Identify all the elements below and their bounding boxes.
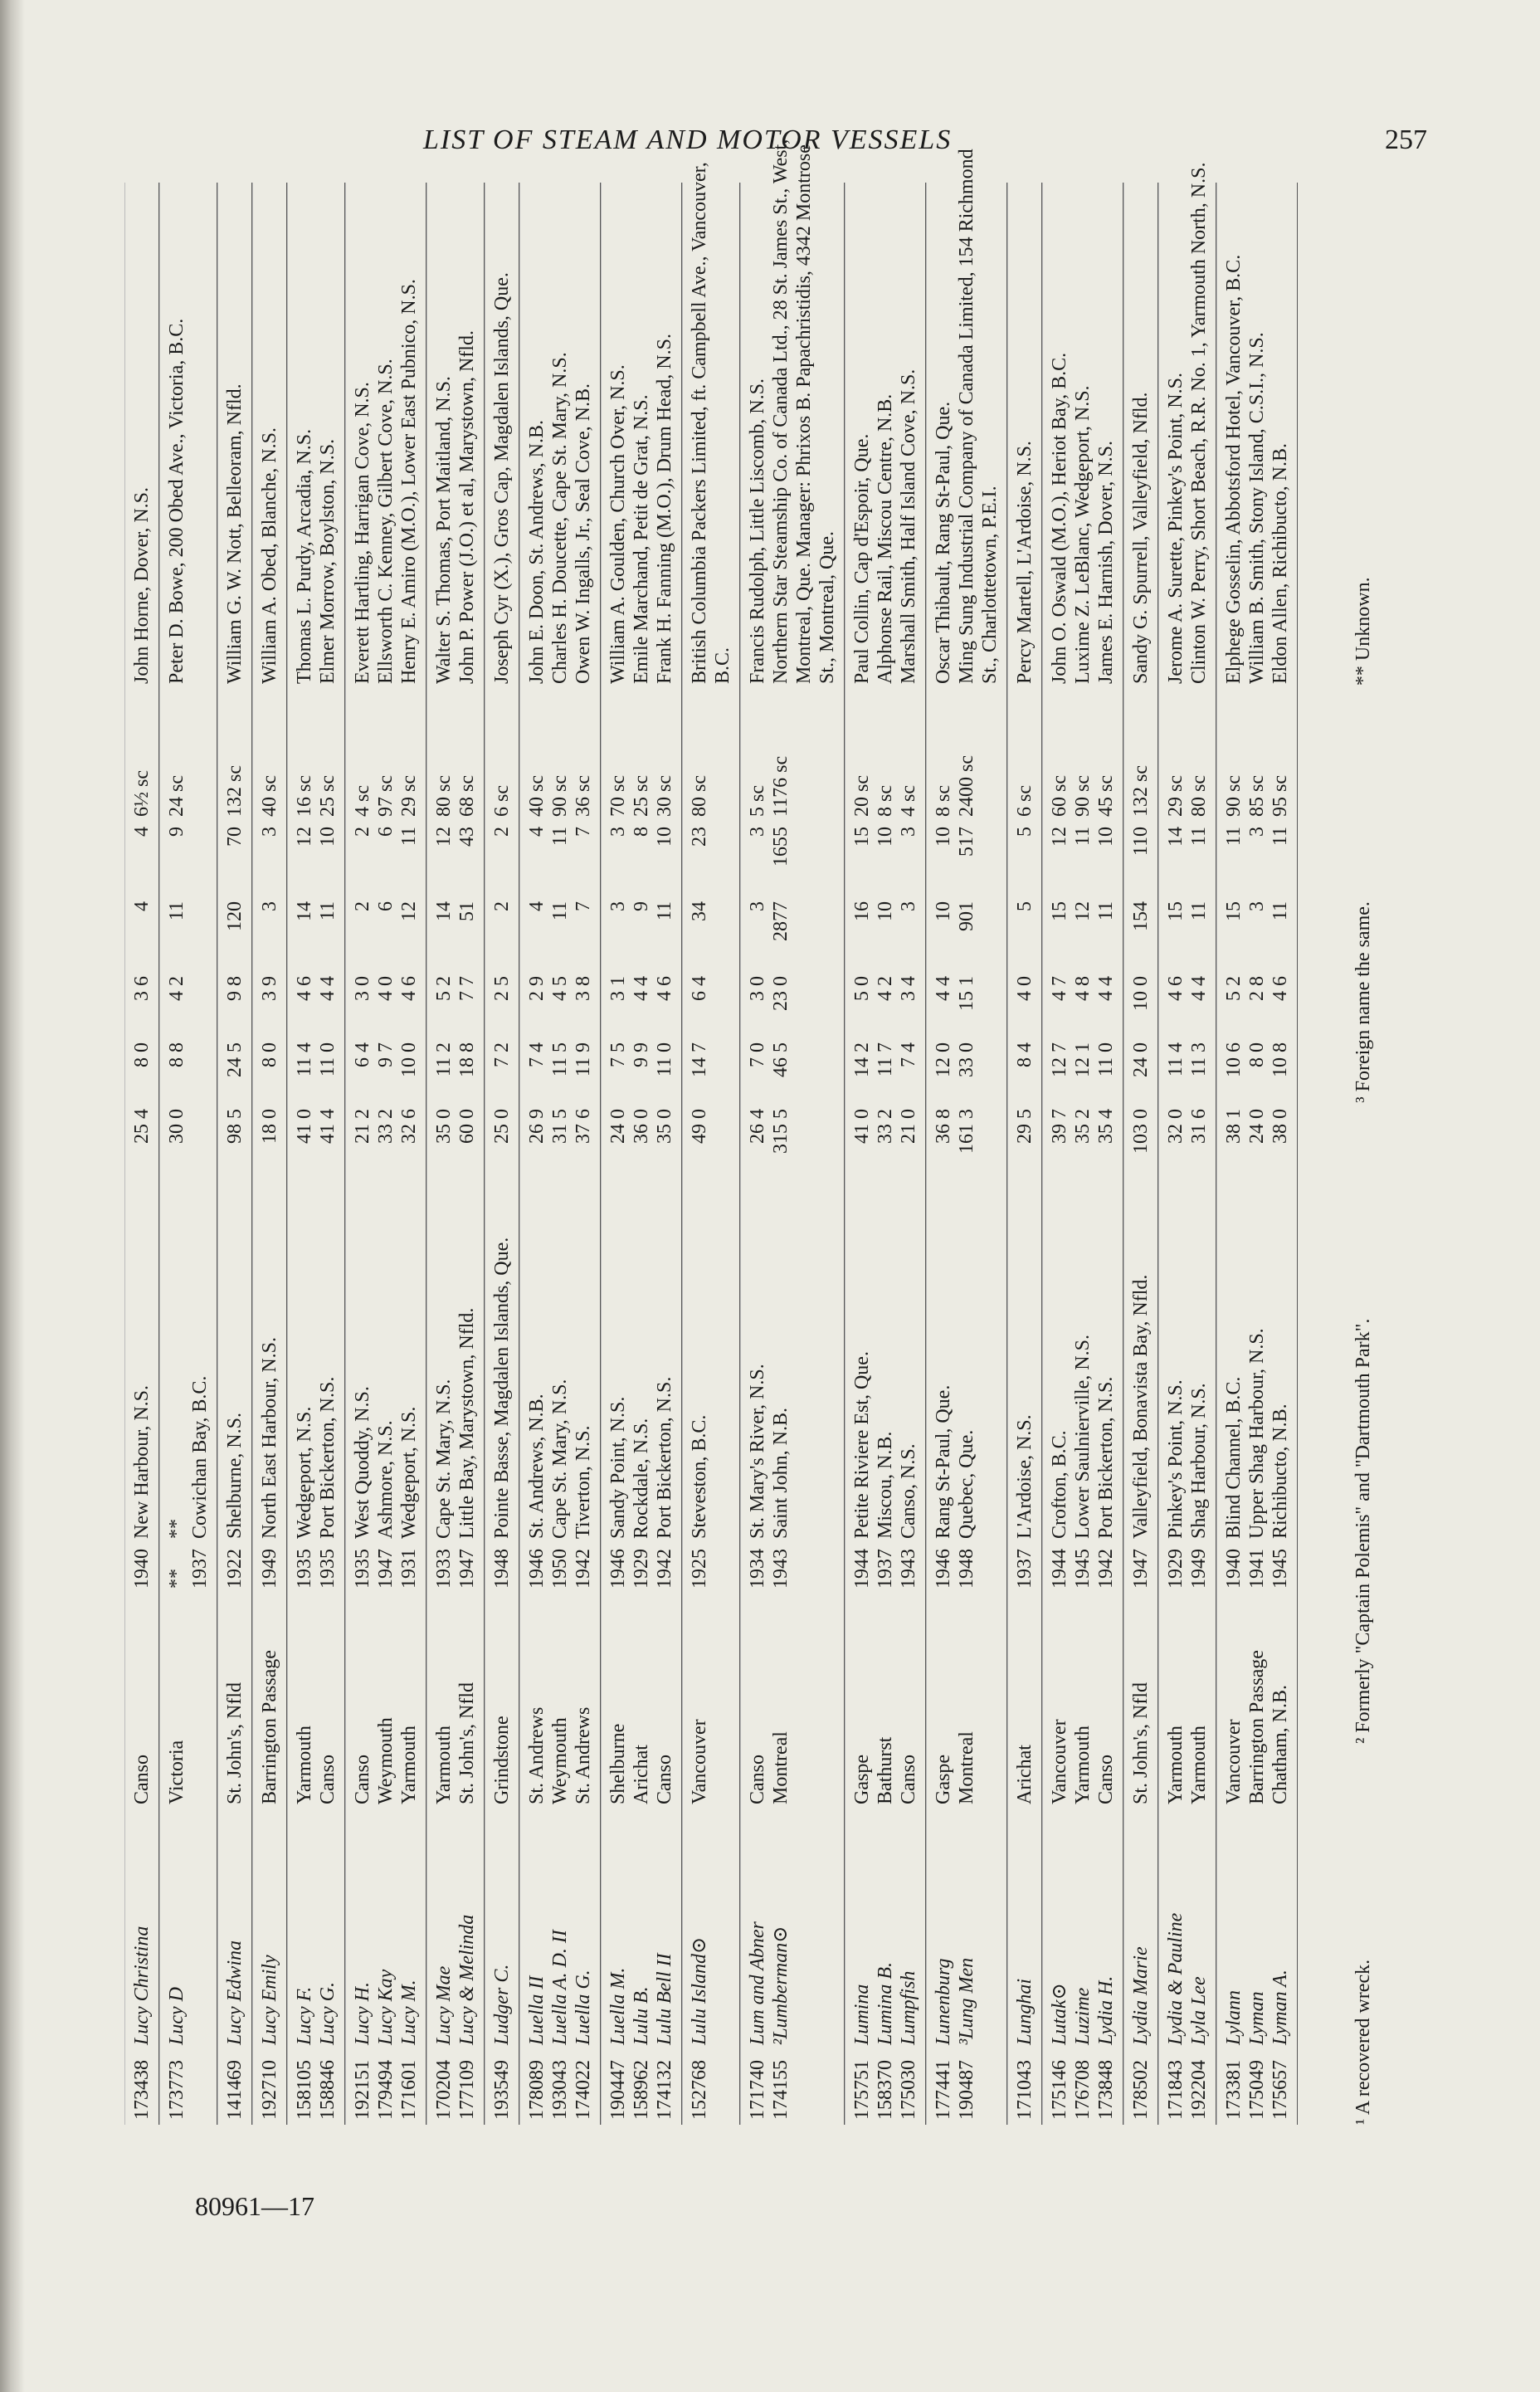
year-built-cell: 1946 1950 1942	[526, 1549, 594, 1589]
vessel-name-cell: Lutak⊙ Luzime Lydia H.	[1049, 1975, 1117, 2045]
printer-code: 80961—17	[195, 2191, 314, 2221]
table-row	[426, 183, 485, 2125]
official-number-cell: 190447 158962 174132	[607, 2060, 675, 2120]
gross-tonnage-cell: 3 2877	[747, 901, 792, 941]
depth-cell: 3 1 4 4 4 6	[607, 976, 675, 1001]
gross-tonnage-cell: 16 10 3	[851, 901, 919, 921]
engine-power-cell: 80 sc 68 sc	[433, 775, 478, 817]
net-tonnage-cell: 23	[689, 827, 710, 847]
official-number-cell: 171843 192204	[1165, 2060, 1210, 2120]
official-number-cell: 178089 193043 174022	[526, 2060, 594, 2120]
footnotes	[1352, 183, 1375, 2125]
net-tonnage-cell: 12 43	[433, 827, 478, 847]
year-built-cell: ** 1937	[166, 1549, 211, 1589]
engine-power-cell: 80 sc	[689, 775, 710, 817]
vessel-name-cell: Lumina Lumina B. Lumpfish	[851, 1961, 919, 2045]
breadth-cell: 11 2 18 8	[433, 1042, 478, 1077]
place-built-cell: Blind Channel, B.C. Upper Shag Harbour, N.S. Richibucto, N.B.	[1223, 1328, 1291, 1539]
year-built-cell: 1948	[491, 1549, 513, 1589]
official-number-cell: 175146 176708 173848	[1049, 2060, 1117, 2120]
port-of-registry-cell: Vancouver Barrington Passage Chatham, N.B.	[1223, 1650, 1291, 1804]
table-row	[217, 183, 252, 2125]
year-built-cell: 1922	[224, 1549, 246, 1589]
footnote-4: ** Unknown.	[1352, 577, 1374, 686]
length-cell: 18 0	[259, 1109, 280, 1144]
net-tonnage-cell: 14 11	[1165, 827, 1210, 847]
engine-power-cell: 29 sc 80 sc	[1165, 775, 1210, 817]
port-of-registry-cell: Barrington Passage	[259, 1650, 280, 1804]
owner-cell: Walter S. Thomas, Port Maitland, N.S. John P. Power (J.O.) et al, Marystown, Nfld.	[433, 330, 478, 684]
breadth-cell: 7 0 46 5	[747, 1042, 792, 1077]
engine-power-cell: 132 sc	[224, 765, 246, 817]
year-built-cell: 1944 1937 1943	[851, 1549, 919, 1589]
breadth-cell: 12 7 12 1 11 0	[1049, 1042, 1117, 1077]
length-cell: 35 0 60 0	[433, 1109, 478, 1144]
vessel-name-cell: Lucy F. Lucy G.	[294, 1982, 339, 2045]
owner-cell: Francis Rudolph, Little Liscomb, N.S. Northern Star Steamship Co. of Canada Ltd., 28 St. James St., West, Montreal, Que. Manager: Phrixos B. Papachristidis, 4342 Montrose St., Montreal, Que.	[747, 139, 838, 684]
table-row	[124, 183, 159, 2125]
engine-power-cell: 6 sc	[1014, 785, 1036, 817]
net-tonnage-cell: 3 8 10	[607, 827, 675, 847]
engine-power-cell: 6 sc	[491, 785, 513, 817]
footnote-2: ² Formerly "Captain Polemis" and "Dartmouth Park".	[1352, 1318, 1374, 1744]
depth-cell: 3 0 4 0 4 6	[352, 976, 420, 1001]
length-cell: 32 0 31 6	[1165, 1109, 1210, 1144]
place-built-cell: Crofton, B.C. Lower Saulnierville, N.S. Port Bickerton, N.S.	[1049, 1335, 1117, 1539]
place-built-cell: St. Andrews, N.B. Cape St. Mary, N.S. Tiverton, N.S.	[526, 1379, 594, 1539]
depth-cell: 3 9	[259, 976, 280, 1001]
engine-power-cell: 90 sc 85 sc 95 sc	[1223, 775, 1291, 817]
port-of-registry-cell: Vancouver	[689, 1719, 710, 1804]
depth-cell: 5 2 7 7	[433, 976, 478, 1001]
length-cell: 36 8 161 3	[933, 1109, 977, 1154]
vessel-name-cell: Lucy Emily	[259, 1955, 280, 2045]
table-row	[740, 139, 845, 2125]
port-of-registry-cell: St. Andrews Weymouth St. Andrews	[526, 1706, 594, 1804]
place-built-cell: New Harbour, N.S.	[131, 1384, 153, 1539]
owner-cell: Percy Martell, L'Ardoise, N.S.	[1014, 441, 1036, 684]
year-built-cell: 1925	[689, 1549, 710, 1589]
place-built-cell: Valleyfield, Bonavista Bay, Nfld.	[1130, 1274, 1152, 1539]
depth-cell: 3 0 23 0	[747, 976, 792, 1011]
year-built-cell: 1940	[131, 1549, 153, 1589]
engine-power-cell: 132 sc	[1130, 765, 1152, 817]
gross-tonnage-cell: 5	[1014, 901, 1036, 911]
port-of-registry-cell: Grindstone	[491, 1716, 513, 1804]
length-cell: 39 7 35 2 35 4	[1049, 1109, 1117, 1144]
breadth-cell: 6 4 9 7 10 0	[352, 1042, 420, 1077]
breadth-cell: 11 4 11 0	[294, 1042, 339, 1077]
port-of-registry-cell: Vancouver Yarmouth Canso	[1049, 1719, 1117, 1804]
place-built-cell: West Quoddy, N.S. Ashmore, N.S. Wedgeport, N.S.	[352, 1386, 420, 1539]
gross-tonnage-cell: 120	[224, 901, 246, 931]
official-number-cell: 192710	[259, 2060, 280, 2120]
breadth-cell: 8 0	[259, 1042, 280, 1067]
official-number-cell: 152768	[689, 2060, 710, 2120]
place-built-cell: Cape St. Mary, N.S. Little Bay, Marystown, Nfld.	[433, 1307, 478, 1539]
gross-tonnage-cell: 2 6 12	[352, 901, 420, 921]
year-built-cell: 1946 1948	[933, 1549, 977, 1589]
year-built-cell: 1940 1941 1945	[1223, 1549, 1291, 1589]
breadth-cell: 12 0 33 0	[933, 1042, 977, 1077]
depth-cell: 4 0	[1014, 976, 1036, 1001]
owner-cell: William G. W. Nott, Belleoram, Nfld.	[224, 383, 246, 684]
vessel-name-cell: Lydia Marie	[1130, 1946, 1152, 2045]
engine-power-cell: 8 sc 2400 sc	[933, 755, 977, 817]
year-built-cell: 1935 1947 1931	[352, 1549, 420, 1589]
vessel-name-cell: Lylann Lyman Lyman A.	[1223, 1970, 1291, 2045]
year-built-cell: 1944 1945 1942	[1049, 1549, 1117, 1589]
net-tonnage-cell: 2 6 11	[352, 827, 420, 847]
table-row	[159, 183, 217, 2125]
official-number-cell: 171043	[1014, 2060, 1036, 2120]
table-row	[1042, 183, 1123, 2125]
vessel-name-cell: Lucy Edwina	[224, 1940, 246, 2045]
breadth-cell: 10 6 8 0 10 8	[1223, 1042, 1291, 1077]
length-cell: 41 0 33 2 21 0	[851, 1109, 919, 1144]
breadth-cell: 24 5	[224, 1042, 246, 1077]
port-of-registry-cell: Canso Weymouth Yarmouth	[352, 1717, 420, 1804]
net-tonnage-cell: 11 3 11	[1223, 827, 1291, 847]
year-built-cell: 1947	[1130, 1549, 1152, 1589]
official-number-cell: 177441 190487	[933, 2060, 977, 2120]
official-number-cell: 170204 177109	[433, 2060, 478, 2120]
net-tonnage-cell: 10 517	[933, 827, 977, 857]
table-row	[1216, 183, 1298, 2125]
depth-cell: 4 7 4 8 4 4	[1049, 976, 1117, 1001]
gross-tonnage-cell: 154	[1130, 901, 1152, 931]
port-of-registry-cell: St. John's, Nfld	[224, 1682, 246, 1804]
vessel-name-cell: Lucy D	[166, 1987, 188, 2045]
official-number-cell: 193549	[491, 2060, 513, 2120]
length-cell: 25 4	[131, 1109, 153, 1144]
official-number-cell: 171740 174155	[747, 2060, 792, 2120]
vessel-name-cell: Luella II Luella A. D. II Luella G.	[526, 1930, 594, 2045]
table-row	[926, 149, 1007, 2125]
owner-cell: Peter D. Bowe, 200 Obed Ave., Victoria, B.C.	[166, 318, 188, 684]
year-built-cell: 1946 1929 1942	[607, 1549, 675, 1589]
official-number-cell: 173381 175049 175657	[1223, 2060, 1291, 2120]
depth-cell: 5 0 4 2 3 4	[851, 976, 919, 1001]
official-number-cell: 173773	[166, 2060, 188, 2120]
net-tonnage-cell: 12 11 10	[1049, 827, 1117, 847]
length-cell: 103 0	[1130, 1109, 1152, 1154]
net-tonnage-cell: 110	[1130, 827, 1152, 857]
engine-power-cell: 6½ sc	[131, 770, 153, 817]
net-tonnage-cell: 3 1655	[747, 827, 792, 866]
vessel-name-cell: Lulu Island⊙	[689, 1936, 710, 2045]
net-tonnage-cell: 15 10 3	[851, 827, 919, 847]
owner-cell: John Horne, Dover, N.S.	[131, 486, 153, 684]
place-built-cell: Pointe Basse, Magdalen Islands, Que.	[491, 1237, 513, 1539]
footnote-3: ³ Foreign name the same.	[1352, 901, 1374, 1103]
place-built-cell: ** Cowichan Bay, B.C.	[166, 1375, 211, 1539]
length-cell: 26 9 31 5 37 6	[526, 1109, 594, 1144]
length-cell: 30 0	[166, 1109, 188, 1144]
port-of-registry-cell: Canso Montreal	[747, 1731, 792, 1804]
gross-tonnage-cell: 34	[689, 901, 710, 921]
net-tonnage-cell: 3	[259, 827, 280, 837]
vessel-name-cell: Lydia & Pauline Lyla Lee	[1165, 1912, 1210, 2045]
engine-power-cell: 5 sc 1176 sc	[747, 755, 792, 817]
official-number-cell: 175751 158370 175030	[851, 2060, 919, 2120]
year-built-cell: 1934 1943	[747, 1549, 792, 1589]
table-row	[345, 183, 426, 2125]
depth-cell: 6 4	[689, 976, 710, 1001]
net-tonnage-cell: 70	[224, 827, 246, 847]
table-row	[682, 162, 740, 2125]
port-of-registry-cell: Gaspe Montreal	[933, 1731, 977, 1804]
table-row	[485, 183, 519, 2125]
breadth-cell: 7 4 11 5 11 9	[526, 1042, 594, 1077]
owner-cell: Oscar Thibault, Rang St-Paul, Que. Ming Sung Industrial Company of Canada Limited, 154 Richmond St., Charlottetown, P.E.I.	[933, 149, 1001, 684]
place-built-cell: St. Mary's River, N.S. Saint John, N.B.	[747, 1364, 792, 1539]
year-built-cell: 1935 1935	[294, 1549, 339, 1589]
length-cell: 21 2 33 2 32 6	[352, 1109, 420, 1144]
gross-tonnage-cell: 15 12 11	[1049, 901, 1117, 921]
breadth-cell: 7 2	[491, 1042, 513, 1067]
breadth-cell: 8 8	[166, 1042, 188, 1067]
official-number-cell: 178502	[1130, 2060, 1152, 2120]
engine-power-cell: 16 sc 25 sc	[294, 775, 339, 817]
year-built-cell: 1929 1949	[1165, 1549, 1210, 1589]
depth-cell: 4 6 4 4	[1165, 976, 1210, 1001]
net-tonnage-cell: 4 11 7	[526, 827, 594, 847]
place-built-cell: North East Harbour, N.S.	[259, 1337, 280, 1539]
official-number-cell: 141469	[224, 2060, 246, 2120]
depth-cell: 3 6	[131, 976, 153, 1001]
engine-power-cell: 24 sc	[166, 775, 188, 817]
length-cell: 29 5	[1014, 1109, 1036, 1144]
table-row	[845, 183, 926, 2125]
net-tonnage-cell: 2	[491, 827, 513, 837]
gross-tonnage-cell: 3	[259, 901, 280, 911]
gross-tonnage-cell: 15 11	[1165, 901, 1210, 921]
book-binding-shadow	[0, 0, 25, 2392]
breadth-cell: 14 7	[689, 1042, 710, 1077]
vessel-name-cell: Lum and Abner ²Lumberman⊙	[747, 1921, 792, 2045]
net-tonnage-cell: 9	[166, 827, 188, 837]
depth-cell: 5 2 2 8 4 6	[1223, 976, 1291, 1001]
gross-tonnage-cell: 10 901	[933, 901, 977, 931]
engine-power-cell: 70 sc 25 sc 30 sc	[607, 775, 675, 817]
length-cell: 98 5	[224, 1109, 246, 1144]
vessel-name-cell: Lucy H. Lucy Kay Lucy M.	[352, 1969, 420, 2045]
official-number-cell: 192151 179494 171601	[352, 2060, 420, 2120]
official-number-cell: 173438	[131, 2060, 153, 2120]
owner-cell: Sandy G. Spurrell, Valleyfield, Nfld.	[1130, 392, 1152, 684]
length-cell: 25 0	[491, 1109, 513, 1144]
owner-cell: Joseph Cyr (X.), Gros Cap, Magdalen Islands, Que.	[491, 272, 513, 684]
place-built-cell: L'Ardoise, N.S.	[1014, 1414, 1036, 1539]
length-cell: 24 0 36 0 35 0	[607, 1109, 675, 1144]
gross-tonnage-cell: 15 3 11	[1223, 901, 1291, 921]
table-row	[601, 183, 682, 2125]
engine-power-cell: 40 sc	[259, 775, 280, 817]
net-tonnage-cell: 12 10	[294, 827, 339, 847]
official-number-cell: 158105 158846	[294, 2060, 339, 2120]
page-number: 257	[1385, 124, 1427, 155]
vessel-name-cell: Lucy Christina	[131, 1926, 153, 2045]
vessel-name-cell: Luella M. Lulu B. Lulu Bell II	[607, 1953, 675, 2045]
depth-cell: 9 8	[224, 976, 246, 1001]
port-of-registry-cell: Arichat	[1014, 1745, 1036, 1804]
place-built-cell: Petite Riviere Est, Que. Miscou, N.B. Canso, N.S.	[851, 1351, 919, 1539]
table-row	[252, 183, 287, 2125]
running-title: LIST OF STEAM AND MOTOR VESSELS	[423, 124, 953, 155]
gross-tonnage-cell: 14 11	[294, 901, 339, 921]
table-row	[519, 183, 601, 2125]
length-cell: 26 4 315 5	[747, 1109, 792, 1154]
owner-cell: Thomas L. Purdy, Arcadia, N.S. Elmer Morrow, Boylston, N.S.	[294, 428, 339, 684]
gross-tonnage-cell: 11	[166, 901, 188, 921]
owner-cell: Elphege Gosselin, Abbotsford Hotel, Vancouver, B.C. William B. Smith, Stony Island, C.S.I., N.S. Eldon Allen, Richibucto, N.B.	[1223, 254, 1291, 684]
depth-cell: 10 0	[1130, 976, 1152, 1011]
owner-cell: Paul Collin, Cap d'Espoir, Que. Alphonse Rail, Miscou Centre, N.B. Marshall Smith, Half Island Cove, N.S.	[851, 369, 919, 684]
engine-power-cell: 60 sc 90 sc 45 sc	[1049, 775, 1117, 817]
breadth-cell: 14 2 11 7 7 4	[851, 1042, 919, 1077]
port-of-registry-cell: Yarmouth St. John's, Nfld	[433, 1682, 478, 1804]
depth-cell: 4 4 15 1	[933, 976, 977, 1011]
engine-power-cell: 40 sc 90 sc 36 sc	[526, 775, 594, 817]
gross-tonnage-cell: 4 11 7	[526, 901, 594, 921]
table-row	[1007, 183, 1042, 2125]
gross-tonnage-cell: 3 9 11	[607, 901, 675, 921]
port-of-registry-cell: Canso	[131, 1755, 153, 1804]
breadth-cell: 24 0	[1130, 1042, 1152, 1077]
place-built-cell: Rang St-Paul, Que. Quebec, Que.	[933, 1384, 977, 1539]
engine-power-cell: 20 sc 8 sc 4 sc	[851, 775, 919, 817]
year-built-cell: 1937	[1014, 1549, 1036, 1589]
length-cell: 41 0 41 4	[294, 1109, 339, 1144]
breadth-cell: 11 4 11 3	[1165, 1042, 1210, 1077]
depth-cell: 2 5	[491, 976, 513, 1001]
gross-tonnage-cell: 4	[131, 901, 153, 911]
breadth-cell: 8 4	[1014, 1042, 1036, 1067]
year-built-cell: 1933 1947	[433, 1549, 478, 1589]
gross-tonnage-cell: 14 51	[433, 901, 478, 921]
length-cell: 38 1 24 0 38 0	[1223, 1109, 1291, 1144]
owner-cell: British Columbia Packers Limited, ft. Campbell Ave., Vancouver, B.C.	[689, 162, 733, 684]
port-of-registry-cell: Yarmouth Canso	[294, 1726, 339, 1804]
place-built-cell: Sandy Point, N.S. Rockdale, N.S. Port Bickerton, N.S.	[607, 1376, 675, 1539]
vessel-name-cell: Lunenburg ³Lung Men	[933, 1957, 977, 2045]
owner-cell: William A. Goulden, Church Over, N.S. Emile Marchand, Petit de Grat, N.S. Frank H. Fanning (M.O.), Drum Head, N.S.	[607, 334, 675, 684]
depth-cell: 4 2	[166, 976, 188, 1001]
port-of-registry-cell: Shelburne Arichat Canso	[607, 1723, 675, 1804]
owner-cell: John O. Oswald (M.O.), Heriot Bay, B.C. Luxime Z. LeBlanc, Wedgeport, N.S. James E. Harnish, Dover, N.S.	[1049, 352, 1117, 684]
place-built-cell: Pinkey's Point, N.S. Shag Harbour, N.S.	[1165, 1379, 1210, 1539]
breadth-cell: 8 0	[131, 1042, 153, 1067]
breadth-cell: 7 5 9 9 11 0	[607, 1042, 675, 1077]
table-row	[1158, 162, 1216, 2125]
gross-tonnage-cell: 2	[491, 901, 513, 911]
vessel-name-cell: Lucy Mae Lucy & Melinda	[433, 1914, 478, 2045]
footnote-1: ¹ A recovered wreck.	[1352, 1959, 1374, 2125]
vessel-name-cell: Ludger C.	[491, 1964, 513, 2045]
owner-cell: William A. Obed, Blanche, N.S.	[259, 427, 280, 684]
table-row	[1123, 183, 1158, 2125]
length-cell: 49 0	[689, 1109, 710, 1144]
place-built-cell: Wedgeport, N.S. Port Bickerton, N.S.	[294, 1376, 339, 1539]
year-built-cell: 1949	[259, 1549, 280, 1589]
port-of-registry-cell: Yarmouth Yarmouth	[1165, 1726, 1210, 1804]
port-of-registry-cell: Gaspe Bathurst Canso	[851, 1736, 919, 1804]
place-built-cell: Shelburne, N.S.	[224, 1413, 246, 1539]
depth-cell: 2 9 4 5 3 8	[526, 976, 594, 1001]
engine-power-cell: 4 sc 97 sc 29 sc	[352, 775, 420, 817]
owner-cell: Jerome A. Surette, Pinkey's Point, N.S. Clinton W. Perry, Short Beach, R.R. No. 1, Yarmouth North, N.S.	[1165, 162, 1210, 684]
owner-cell: Everett Hartling, Harrigan Cove, N.S. Ellsworth C. Kenney, Gilbert Cove, N.S. Henry E. Amiro (M.O.), Lower East Pubnico, N.S.	[352, 279, 420, 684]
place-built-cell: Steveston, B.C.	[689, 1414, 710, 1539]
depth-cell: 4 6 4 4	[294, 976, 339, 1001]
owner-cell: John E. Doon, St. Andrews, N.B. Charles H. Doucette, Cape St. Mary, N.S. Owen W. Ingalls, Jr., Seal Cove, N.B.	[526, 352, 594, 684]
port-of-registry-cell: St. John's, Nfld	[1130, 1682, 1152, 1804]
net-tonnage-cell: 5	[1014, 827, 1036, 837]
net-tonnage-cell: 4	[131, 827, 153, 837]
port-of-registry-cell: Victoria	[166, 1740, 188, 1804]
table-row	[287, 183, 345, 2125]
vessel-name-cell: Lunghai	[1014, 1978, 1036, 2045]
